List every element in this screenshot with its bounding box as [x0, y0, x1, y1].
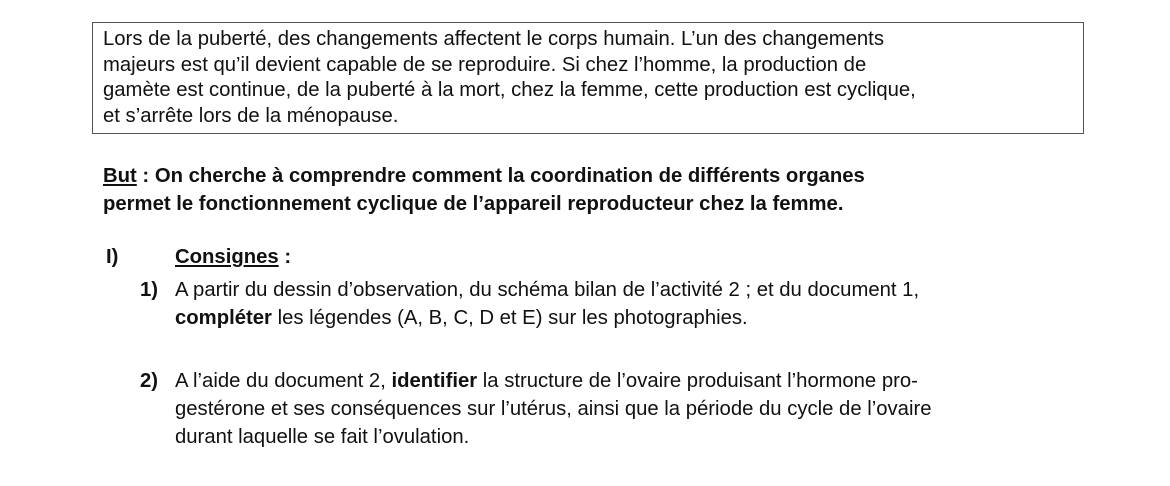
instruction-1-verb: compléter: [175, 307, 272, 329]
instruction-2-line-3: durant laquelle se fait l’ovulation.: [175, 426, 470, 448]
intro-line-3: gamète est continue, de la puberté à la mort, chez la femme, cette production est cyclique,: [103, 79, 916, 101]
goal-label: But: [103, 165, 137, 187]
goal-statement: [103, 162, 1083, 218]
instruction-2-line-1-start: A l’aide du document 2,: [175, 370, 392, 392]
intro-line-4: et s’arrête lors de la ménopause.: [103, 104, 399, 127]
instruction-text: [175, 276, 1080, 332]
instruction-1-line-2-text: les légendes (A, B, C, D et E) sur les photographies.: [271, 307, 748, 329]
instruction-number: 1): [140, 279, 159, 301]
instruction-2-verb: identifier: [391, 370, 478, 392]
intro-line-1: Lors de la puberté, des changements affectent le corps humain. L’un des changements: [103, 28, 884, 50]
instruction-1-line-2: [175, 304, 1080, 332]
instruction-text: [175, 367, 1080, 451]
goal-separator: :: [136, 165, 155, 187]
section-heading-word: Consignes: [175, 246, 279, 268]
instruction-number: 2): [140, 370, 159, 392]
intro-line-2: majeurs est qu’il devient capable de se reproduire. Si chez l’homme, la production de: [103, 53, 867, 76]
goal-line-1-text: On cherche à comprendre comment la coordination de différents organes: [154, 165, 865, 187]
instruction-2-line-1-rest: la structure de l’ovaire produisant l’hormone pro-: [477, 370, 918, 392]
section-numeral: I): [106, 246, 119, 268]
goal-line-2: permet le fonctionnement cyclique de l’appareil reproducteur chez la femme.: [103, 193, 844, 215]
intro-text-box: [92, 22, 1084, 134]
instruction-1-line-1: A partir du dessin d’observation, du schéma bilan de l’activité 2 ; et du document 1,: [175, 279, 920, 301]
instruction-2-line-1: [175, 367, 1080, 395]
goal-line-1: [103, 162, 1083, 190]
instruction-2-line-2: gestérone et ses conséquences sur l’utérus, ainsi que la période du cycle de l’ovaire: [175, 398, 932, 420]
section-heading: [175, 244, 291, 270]
section-heading-suffix: :: [278, 246, 292, 268]
